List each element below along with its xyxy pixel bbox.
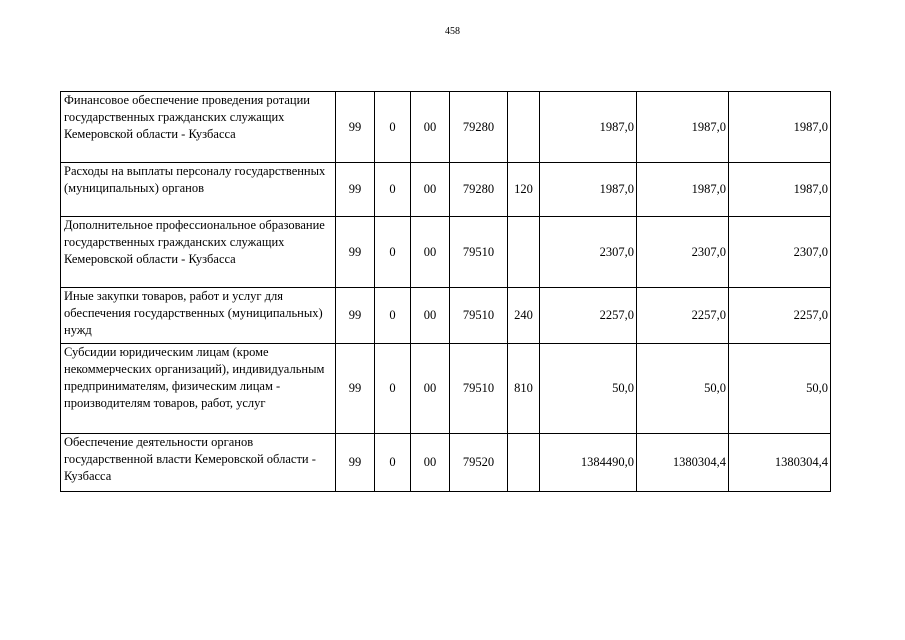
code-subprogram: 0: [375, 92, 411, 163]
code-expense-type: [508, 434, 540, 492]
row-name: Расходы на выплаты персоналу государственных (муниципальных) органов: [61, 163, 336, 217]
value-year-2: 1987,0: [637, 163, 729, 217]
code-expense-type: 810: [508, 344, 540, 434]
code-program: 99: [336, 434, 375, 492]
code-direction: 79510: [450, 217, 508, 288]
value-year-3: 1987,0: [729, 92, 831, 163]
code-direction: 79510: [450, 344, 508, 434]
code-direction: 79520: [450, 434, 508, 492]
value-year-2: 1987,0: [637, 92, 729, 163]
value-year-1: 2257,0: [540, 288, 637, 344]
code-direction: 79280: [450, 92, 508, 163]
table-row: [61, 288, 831, 344]
value-year-1: 1987,0: [540, 163, 637, 217]
table-row: [61, 217, 831, 288]
row-name: Дополнительное профессиональное образование государственных гражданских служащих Кемеровской области - Кузбасса: [61, 217, 336, 288]
code-main-activity: 00: [411, 92, 450, 163]
value-year-2: 50,0: [637, 344, 729, 434]
code-main-activity: 00: [411, 217, 450, 288]
code-expense-type: 240: [508, 288, 540, 344]
code-main-activity: 00: [411, 344, 450, 434]
page-number: 458: [445, 26, 460, 37]
value-year-1: 1987,0: [540, 92, 637, 163]
value-year-2: 1380304,4: [637, 434, 729, 492]
value-year-3: 2307,0: [729, 217, 831, 288]
code-expense-type: [508, 217, 540, 288]
code-subprogram: 0: [375, 288, 411, 344]
code-subprogram: 0: [375, 217, 411, 288]
value-year-3: 1380304,4: [729, 434, 831, 492]
code-main-activity: 00: [411, 288, 450, 344]
value-year-2: 2257,0: [637, 288, 729, 344]
table-row: [61, 344, 831, 434]
table-row: [61, 434, 831, 492]
budget-table: [60, 91, 831, 492]
value-year-1: 50,0: [540, 344, 637, 434]
row-name: Обеспечение деятельности органов государственной власти Кемеровской области - Кузбасса: [61, 434, 336, 492]
code-subprogram: 0: [375, 434, 411, 492]
code-program: 99: [336, 92, 375, 163]
code-main-activity: 00: [411, 434, 450, 492]
row-name: Субсидии юридическим лицам (кроме некоммерческих организаций), индивидуальным предпринимателям, физическим лицам - производителям товаров, работ, услуг: [61, 344, 336, 434]
code-program: 99: [336, 217, 375, 288]
code-direction: 79510: [450, 288, 508, 344]
code-expense-type: 120: [508, 163, 540, 217]
value-year-1: 1384490,0: [540, 434, 637, 492]
code-subprogram: 0: [375, 163, 411, 217]
row-name: Финансовое обеспечение проведения ротации государственных гражданских служащих Кемеровской области - Кузбасса: [61, 92, 336, 163]
code-program: 99: [336, 344, 375, 434]
table-row: [61, 92, 831, 163]
code-main-activity: 00: [411, 163, 450, 217]
value-year-1: 2307,0: [540, 217, 637, 288]
code-program: 99: [336, 163, 375, 217]
value-year-3: 2257,0: [729, 288, 831, 344]
code-program: 99: [336, 288, 375, 344]
code-direction: 79280: [450, 163, 508, 217]
row-name: Иные закупки товаров, работ и услуг для обеспечения государственных (муниципальных) нужд: [61, 288, 336, 344]
value-year-2: 2307,0: [637, 217, 729, 288]
value-year-3: 50,0: [729, 344, 831, 434]
table-row: [61, 163, 831, 217]
code-subprogram: 0: [375, 344, 411, 434]
code-expense-type: [508, 92, 540, 163]
value-year-3: 1987,0: [729, 163, 831, 217]
